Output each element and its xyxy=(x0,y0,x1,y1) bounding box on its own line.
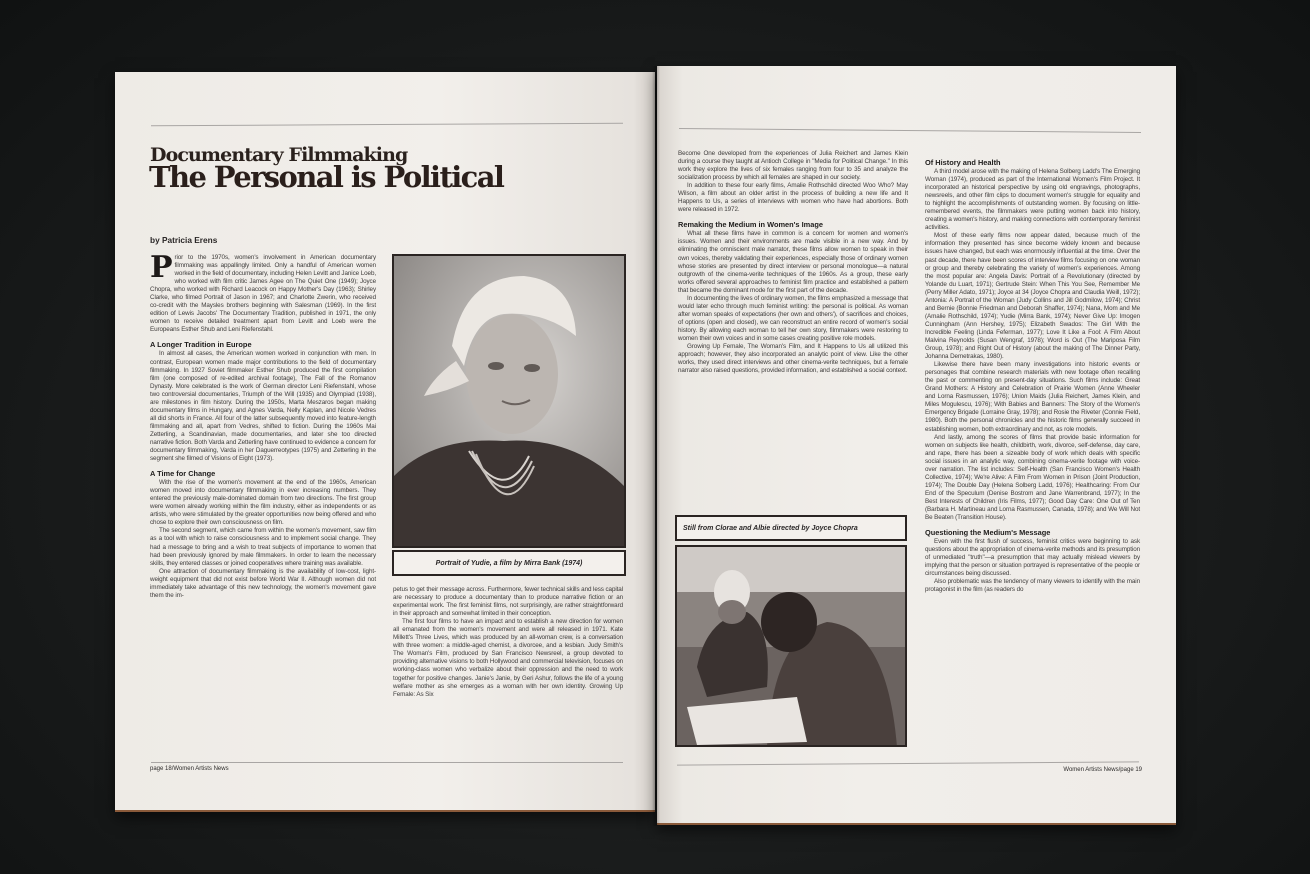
intro-paragraph: Prior to the 1970s, women's involvement in American documentary filmmaking was appallingly limited. Only a handful of American women worked in the field of documentary, including Helen Levitt and Janice Loeb, who worked with film critic James Agee on The Quiet One (1949); Joyce Chopra, who worked with Richard Leacock on Happy Mother's Day (1963); Shirley Clarke, who filmed Portrait of Jason in 1967; and Charlotte Zwerin, who received co-credit with the Maysles brothers beginning with Salesman (1969). In the first edition of Lewis Jacobs' The Documentary Tradition, published in 1971, the only women to receive detailed treatment apart from Levitt and Loeb were the Europeans Esther Shub and Leni Riefenstahl. xyxy=(150,250,376,334)
right-column-1 xyxy=(678,150,908,375)
section-heading: Remaking the Medium in Women's Image xyxy=(678,220,823,230)
top-rule xyxy=(679,128,1141,133)
bottom-rule xyxy=(151,762,623,763)
right-page xyxy=(657,66,1176,825)
still-caption: Still from Clorae and Albie directed by Joyce Chopra xyxy=(675,515,907,541)
paragraph: A third model arose with the making of Helena Solberg Ladd's The Emerging Woman (1974), produced as part of the International Women's Film Project. It incorporated an historical perspective by using old engravings, photographs, newsreels, and other film clips to document women's struggle for equality and to highlight the accomplishments of outstanding women. By focusing on little-remembered events, the filmmakers were putting women back into history, creating a women's history, and making connections with contemporary feminist activities. xyxy=(925,168,1140,232)
left-column-1 xyxy=(150,250,376,600)
paragraph: One attraction of documentary filmmaking is the availability of low-cost, light-weight equipment that did not exist before World War II. Although women did not immediately take advantage of this new technology, the women's movement gave them the im- xyxy=(150,567,376,599)
paragraph: In addition to these four early films, Amalie Rothschild directed Woo Who? May Wilson, a film about an older artist in the process of building a new life and It Happens to Us, a series of interviews with women who have had abortions. Both were released in 1972. xyxy=(678,182,908,214)
paragraph: With the rise of the women's movement at the end of the 1960s, American women moved into documentary filmmaking in ever increasing numbers. They entered the previously male-dominated domain from two directions. The first group were women already working within the film industry, either as independents or as artists, who were stimulated by the greater opportunities now being offered and who chose to explore their own consciousness on film. xyxy=(150,479,376,527)
paragraph: In documenting the lives of ordinary women, the films emphasized a message that would later echo through much feminist writing: the personal is political. As woman after woman speaks of expectations (her own and others'), of sacrifices and choices, of options (open and closed), we can reconstruct an entire record of women's social history. By allowing each woman to tell her own story, filmmakers were restoring to women their own voices and in some cases creating positive role models. xyxy=(678,294,909,342)
paragraph: Most of these early films now appear dated, because much of the information they presented has since become widely known and because issues have changed, but each was enormously influential at the time. Over the past decade, there have been scores of interview films focusing on one woman or group and thereby celebrating the variety of women's experiences. Among the most popular are: Angela Davis: Portrait of a Revolutionary (directed by Yolande du Luart, 1971); Gertrude Stein: When This You See, Remember Me (Perry Miller Adato, 1971); Joyce at 34 (Joyce Chopra and Claudia Weill, 1972); Antonia: A Portrait of the Woman (Judy Collins and Jill Godmilow, 1974); Christ and Bernie (Bonnie Friedman and Deborah Shaffer, 1974); Nana, Mom and Me (Amalie Rothschild, 1974); Yudie (Mirra Bank, 1974); Never Give Up: Imogen Cunningham (Ann Hershey, 1975); Elizabeth Swados: The Girl With the Incredible Feeling (Linda Feferman, 1977); Love It Like a Fool: A Film About Malvina Reynolds (Susan Wengraf, 1978); Word is Out (The Mariposa Film Group, 1978); and Right Out of History (about the making of The Dinner Party, Johanna Demetrakas, 1980). xyxy=(925,232,1140,361)
paragraph: Growing Up Female, The Woman's Film, and It Happens to Us all utilized this approach; however, they also incorporated an analytic point of view. Like the other works, they used direct interviews and other cinema-verite techniques, but a female narrator also raised questions, provided information, and established a social context. xyxy=(678,343,908,375)
section-heading: Of History and Health xyxy=(925,158,1001,167)
paragraph: Likewise there have been many investigations into historic events or personages that combine research materials with new footage often recalling the past or commenting on present-day situations. Such films include: Great Grand Mothers: A History and Celebration of Prairie Women (Anne Wheeler and Lorna Rasmussen, 1976); Union Maids (Julia Reichert, James Klein, and Miles Mogulescu, 1976); With Babies and Banners: The Story of the Women's Emergency Brigade (Lorraine Gray, 1978); and Rosie the Riveter (Connie Field, 1980). Both the personal chronicles and the historic films generally succeed in establishing women, both extraordinary and not, as role models. xyxy=(925,361,1140,433)
bottom-rule xyxy=(677,761,1139,765)
byline: by Patricia Erens xyxy=(150,235,218,245)
left-page xyxy=(115,72,655,812)
paragraph: In almost all cases, the American women worked in conjunction with men. In contrast, European women made major contributions to the field of documentary filmmaking. In 1927 Soviet filmmaker Esther Shub produced the first compilation film (one composed of re-edited archival footage), The Fall of the Romanov Dynasty. More celebrated is the work of German director Leni Riefenstahl, whose two controversial documentaries, Triumph of the Will (1935) and Olympiad (1938), are milestones in film history. During the 1950s, Marta Meszaros began making documentary films in Hungary, and Agnes Varda, Nelly Kaplan, and Nicole Vedres all did shorts in France. All four of the latter subsequently moved into feature-length filmmaking and all, apart from Vedres, shifted to fiction. During the 1960s Mai Zetterling, a Scandinavian, made documentaries, and later she too directed narrative fiction. Both Varda and Zetterling have continued to evidence a concern for documentary filmmaking, Varda in her Daguerreotypes (1975) and Zetterling in the segment she filmed of Visions of Eight (1973). xyxy=(150,350,376,463)
portrait-caption: Portrait of Yudie, a film by Mirra Bank (1974) xyxy=(392,550,626,576)
drop-cap: P xyxy=(150,250,173,285)
paragraph: Become One developed from the experiences of Julia Reichert and James Klein during a course they taught at Antioch College in "Media for Political Change." In this work they explore the lives of six females ranging from four to 35 and analyze the socialization process by which all females are shaped in our society. xyxy=(678,150,908,182)
paragraph: The second segment, which came from within the women's movement, saw film as a tool with which to raise consciousness and to implement social change. They had a message to bring and a wish to treat subjects of importance to women that had been previously ignored by male filmmakers. In order to learn the necessary skills, they entered classes or joined cooperatives where training was available. xyxy=(150,527,376,567)
page-folio-right: Women Artists News/page 19 xyxy=(1063,767,1142,773)
portrait-photo xyxy=(392,254,626,548)
left-column-2 xyxy=(393,586,623,699)
section-heading: A Time for Change xyxy=(150,469,216,479)
section-heading: A Longer Tradition in Europe xyxy=(150,340,252,350)
paragraph: petus to get their message across. Furthermore, fewer technical skills and less capital are necessary to produce a documentary than to produce narrative fiction or an experimental work. The first feminist films, not surprisingly, are rather straightforward in their approach and somewhat limited in their conception. xyxy=(393,586,623,618)
portrait-image xyxy=(394,256,624,546)
page-folio-left: page 18/Women Artists News xyxy=(150,766,229,772)
paragraph: The first four films to have an impact and to establish a new direction for women all emanated from the women's movement and were all released in 1971. Kate Millett's Three Lives, which was produced by an all-woman crew, is a conversation with three women: a middle-aged chemist, a divorcee, and a lesbian. Judy Smith's The Woman's Film, produced by San Francisco Newsreel, a group devoted to providing alternative visions to both Hollywood and commercial television, focuses on working-class women who verbalize about their oppression and the need to work together for positive changes. Janie's Janie, by Geri Ashur, follows the life of a young welfare mother as she emerges as a woman with her own identity. Growing Up Female: As Six xyxy=(393,618,623,698)
article-headline: The Personal is Political xyxy=(149,160,504,194)
book-spine-shadow xyxy=(652,66,660,826)
film-still-photo xyxy=(675,545,907,747)
paragraph: Also problematic was the tendency of many viewers to identify with the main protagonist in the film (as readers do xyxy=(925,578,1140,594)
paragraph: What all these films have in common is a concern for women and women's issues. Women and their environments are made visible in a new way. And by eliminating the omniscient male narrator, these films allow women to speak in their own voices, thereby validating their experiences, especially those of ordinary women whose stories are presented by direct interview or personal monologue—a natural outgrowth of the cinema-verite techniques of the 1960s. As a group, these early works offered several approaches to feminist film practice and established a pattern that became the dominant mode for the first part of the decade. xyxy=(678,230,908,294)
top-rule xyxy=(151,123,623,126)
article-kicker: Documentary Filmmaking xyxy=(150,144,408,166)
section-heading: Questioning the Medium's Message xyxy=(925,528,1051,538)
film-still-image xyxy=(677,547,905,745)
paragraph: And lastly, among the scores of films that provide basic information for women on subjects like health, childbirth, work, divorce, self-defense, day care, and rape, there has been a sizeable body of work which deals with specific social issues in an analytic way, combining cinema-verite footage with voice-over narration. The list includes: Self-Health (San Francisco Women's Health Collective, 1974); We're Alive: A Film From Women in Prison (Joint Production, 1974); The Double Day (Helena Solberg Ladd, 1976); Healthcaring: From Our End of the Speculum (Denise Bostrom and Jane Warrenbrand, 1977); In the Best Interests of Children (Iris Films, 1977); Good Day Care: One Out of Ten (Barbara H. Martineau and Lorna Rasmussen, Canada, 1978); and We Will Not Be Beaten (Transition House). xyxy=(925,433,1140,522)
right-column-2 xyxy=(925,158,1140,594)
paragraph: Even with the first flush of success, feminist critics were beginning to ask questions about the appropriation of cinema-verite methods and its presumption of unmediated "truth"—a presumption that may actually mislead viewers by implying that the person or situation portrayed is representative of the people or circumstances being discussed. xyxy=(925,538,1140,578)
